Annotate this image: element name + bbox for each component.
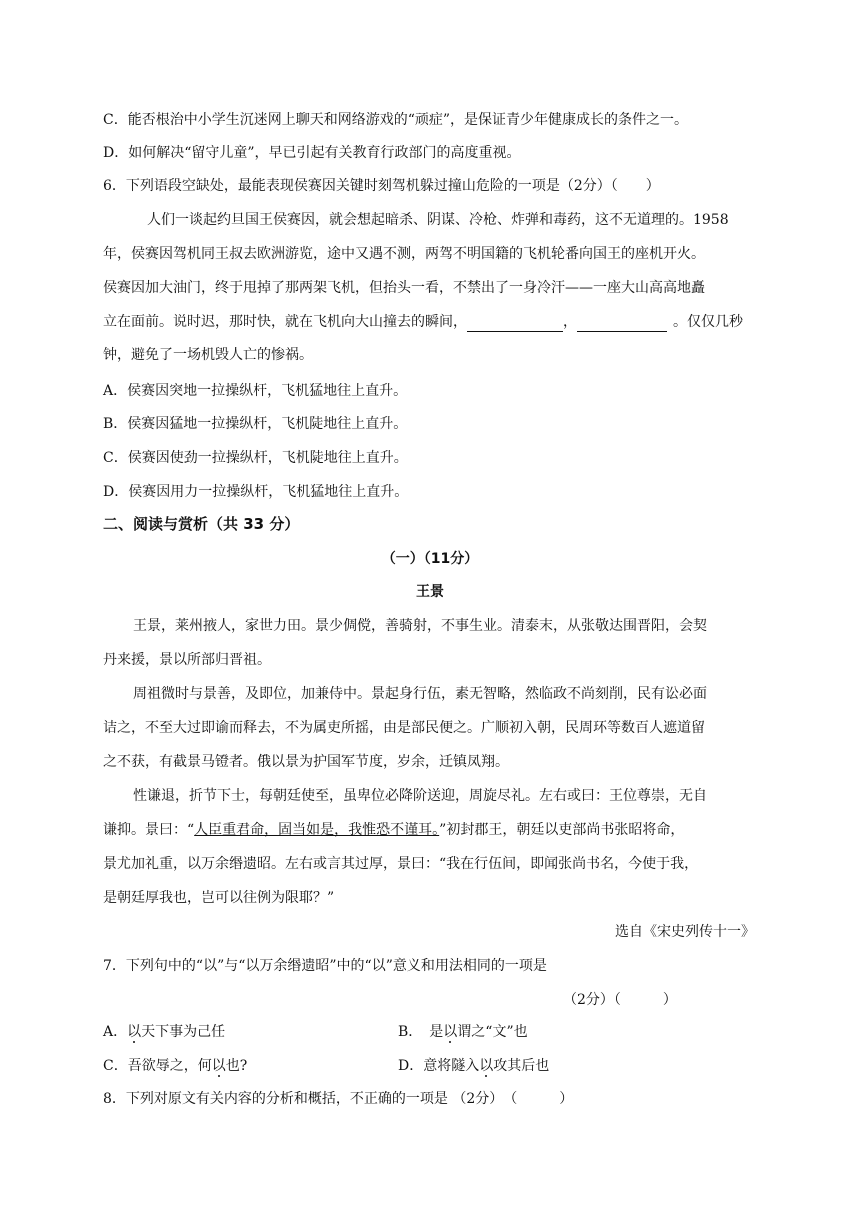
q6-option-b: B．侯赛因猛地一拉操纵杆，飞机陡地往上直升。 [103,416,408,432]
emphasis-char: 以 [211,1058,226,1074]
q6-passage-line [103,312,743,332]
q5-option-d: D．如何解决“留守儿童”，早已引起有关教育行政部门的高度重视。 [103,145,521,161]
emphasis-char: 以 [127,1024,142,1040]
q6-option-c: C．侯赛因使劲一拉操纵杆，飞机陡地往上直升。 [103,450,408,466]
passage-line: 王景，莱州掖人，家世力田。景少倜傥，善骑射，不事生业。清泰末，从张敬达围晋阳，会契 [133,618,707,634]
q6-stem: 6．下列语段空缺处，最能表现侯赛因关键时刻驾机躲过撞山危险的一项是（2分）（ ） [103,178,660,194]
answer-blank-2[interactable] [577,315,667,332]
answer-blank-1[interactable] [467,315,563,332]
passage-text: ”初封郡王，朝廷以吏部尚书张昭将命， [439,822,685,838]
passage-text: 谦抑。景曰：“ [103,822,195,838]
passage-line: 之不获，有截景马镫者。俄以景为护国军节度，岁余，迁镇凤翔。 [103,754,509,770]
passage-line: 丹来援，景以所部归晋祖。 [103,652,271,668]
option-text: 谓之“文”也 [457,1024,528,1040]
emphasis-char: 以 [443,1024,458,1040]
option-label: C．吾欲辱之，何 [103,1058,212,1074]
passage-title: 王景 [416,584,444,600]
option-label: A． [103,1024,128,1040]
q6-passage-text: 立在面前。说时迟，那时快，就在飞机向大山撞去的瞬间， [103,314,467,330]
option-text: 也? [225,1058,248,1074]
option-text: 天下事为己任 [141,1024,226,1040]
q6-passage-line: 钟，避免了一场机毁人亡的惨祸。 [103,347,313,363]
section-heading: 二、阅读与赏析（共 33 分） [103,515,300,533]
option-label: D．意将隧入 [398,1058,480,1074]
option-text: 攻其后也 [493,1058,550,1074]
q6-passage-line: 人们一谈起约旦国王侯赛因，就会想起暗杀、阴谋、冷枪、炸弹和毒药，这不无道理的。1958 [147,212,729,228]
q5-option-c: C．能否根治中小学生沉迷网上聊天和网络游戏的“顽症”，是保证青少年健康成长的条件之一。 [103,112,689,128]
q7-option-d [398,1056,549,1076]
q8-stem: 8．下列对原文有关内容的分析和概括，不正确的一项是 （2分） （ ） [103,1091,574,1107]
emphasis-char: 以 [479,1058,494,1074]
option-label: B． 是 [398,1024,444,1040]
q6-option-a: A．侯赛因突地一拉操纵杆，飞机猛地往上直升。 [103,383,408,399]
passage-line: 景尤加礼重，以万余缗遗昭。左右或言其过厚，景曰：“我在行伍间，即闻张尚书名，今使于我， [103,856,699,872]
q7-score: （2分）（ ） [563,992,677,1008]
q6-separator: ， [563,314,577,330]
underlined-sentence: 人臣重君命，固当如是，我惟恐不谨耳。 [194,822,440,838]
passage-line: 性谦退，折节下士，每朝廷使至，虽卑位必降阶送迎，周旋尽礼。左右或曰：王位尊崇，无自 [133,788,707,804]
q7-option-c [103,1056,247,1076]
q7-option-b [398,1022,528,1042]
q7-stem: 7．下列句中的“以”与“以万余缗遗昭”中的“以”意义和用法相同的一项是 [103,958,547,974]
passage-line: 是朝廷厚我也，岂可以往例为限耶？” [103,890,335,906]
q6-passage-line: 侯赛因加大油门，终于甩掉了那两架飞机，但抬头一看，不禁出了一身冷汗——一座大山高高地矗 [103,280,705,296]
q7-option-a [103,1022,225,1042]
passage-line: 周祖微时与景善，及即位，加兼侍中。景起身行伍，素无智略，然临政不尚刻削，民有讼必面 [133,686,707,702]
passage-line: 诘之，不至大过即谕而释去，不为属吏所摇，由是部民便之。广顺初入朝，民周环等数百人遮道留 [103,720,705,736]
q6-option-d: D．侯赛因用力一拉操纵杆，飞机猛地往上直升。 [103,484,409,500]
subsection-heading: （一）（11分） [381,551,479,567]
passage-source: 选自《宋史列传十一》 [615,924,755,940]
q6-passage-text: 。仅仅几秒 [673,314,743,330]
q6-passage-line: 年，侯赛因驾机同王叔去欧洲游览，途中又遇不测，两驾不明国籍的飞机轮番向国王的座机开火。 [103,246,705,262]
passage-line [103,820,684,840]
